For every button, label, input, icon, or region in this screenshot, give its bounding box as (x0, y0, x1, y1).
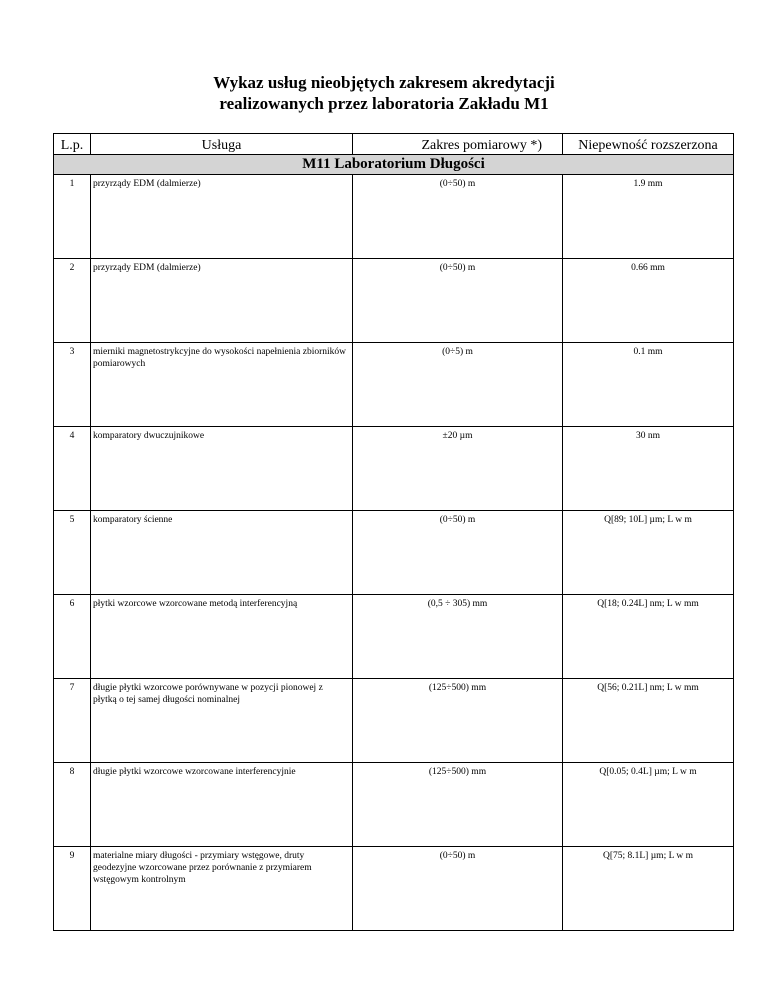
table-header-row (54, 134, 734, 155)
row-service: przyrządy EDM (dalmierze) (91, 175, 353, 259)
header-service: Usługa (91, 134, 353, 155)
header-uncertainty: Niepewność rozszerzona (563, 134, 734, 155)
header-range: Zakres pomiarowy *) (353, 134, 563, 155)
header-lp: L.p. (54, 134, 91, 155)
row-service: długie płytki wzorcowe porównywane w pozycji pionowej z płytką o tej samej długości nominalnej (91, 679, 353, 763)
document-title-line1: Wykaz usług nieobjętych zakresem akredytacji (213, 73, 555, 92)
row-number: 1 (54, 175, 91, 259)
table-row (54, 343, 734, 427)
row-uncertainty: Q[75; 8.1L] µm; L w m (563, 847, 734, 931)
row-number: 3 (54, 343, 91, 427)
row-service: długie płytki wzorcowe wzorcowane interferencyjnie (91, 763, 353, 847)
row-number: 5 (54, 511, 91, 595)
row-uncertainty: Q[89; 10L] µm; L w m (563, 511, 734, 595)
services-table (53, 133, 734, 931)
row-number: 2 (54, 259, 91, 343)
table-row (54, 763, 734, 847)
row-range: (125÷500) mm (353, 679, 563, 763)
row-service: płytki wzorcowe wzorcowane metodą interferencyjną (91, 595, 353, 679)
document-title-line2: realizowanych przez laboratoria Zakładu M1 (219, 94, 549, 113)
row-uncertainty: Q[18; 0.24L] nm; L w mm (563, 595, 734, 679)
table-row (54, 175, 734, 259)
row-uncertainty: Q[56; 0.21L] nm; L w mm (563, 679, 734, 763)
row-number: 4 (54, 427, 91, 511)
row-range: (0÷50) m (353, 259, 563, 343)
table-row (54, 511, 734, 595)
row-uncertainty: 1.9 mm (563, 175, 734, 259)
row-range: (0÷50) m (353, 175, 563, 259)
row-number: 8 (54, 763, 91, 847)
row-service: mierniki magnetostrykcyjne do wysokości napełnienia zbiorników pomiarowych (91, 343, 353, 427)
row-range: (125÷500) mm (353, 763, 563, 847)
row-range: (0÷50) m (353, 847, 563, 931)
row-uncertainty: 30 nm (563, 427, 734, 511)
table-row (54, 595, 734, 679)
row-uncertainty: 0.66 mm (563, 259, 734, 343)
row-number: 9 (54, 847, 91, 931)
section-title: M11 Laboratorium Długości (54, 155, 734, 175)
row-range: (0,5 ÷ 305) mm (353, 595, 563, 679)
row-range: (0÷50) m (353, 511, 563, 595)
row-service: materialne miary długości - przymiary wstęgowe, druty geodezyjne wzorcowane przez porównanie z przymiarem wstęgowym kontrolnym (91, 847, 353, 931)
row-service: komparatory ścienne (91, 511, 353, 595)
row-number: 6 (54, 595, 91, 679)
table-row (54, 259, 734, 343)
table-row (54, 847, 734, 931)
section-row (54, 155, 734, 175)
row-range: (0÷5) m (353, 343, 563, 427)
row-range: ±20 µm (353, 427, 563, 511)
table-row (54, 427, 734, 511)
row-service: komparatory dwuczujnikowe (91, 427, 353, 511)
row-service: przyrządy EDM (dalmierze) (91, 259, 353, 343)
row-uncertainty: Q[0.05; 0.4L] µm; L w m (563, 763, 734, 847)
row-uncertainty: 0.1 mm (563, 343, 734, 427)
table-row (54, 679, 734, 763)
row-number: 7 (54, 679, 91, 763)
